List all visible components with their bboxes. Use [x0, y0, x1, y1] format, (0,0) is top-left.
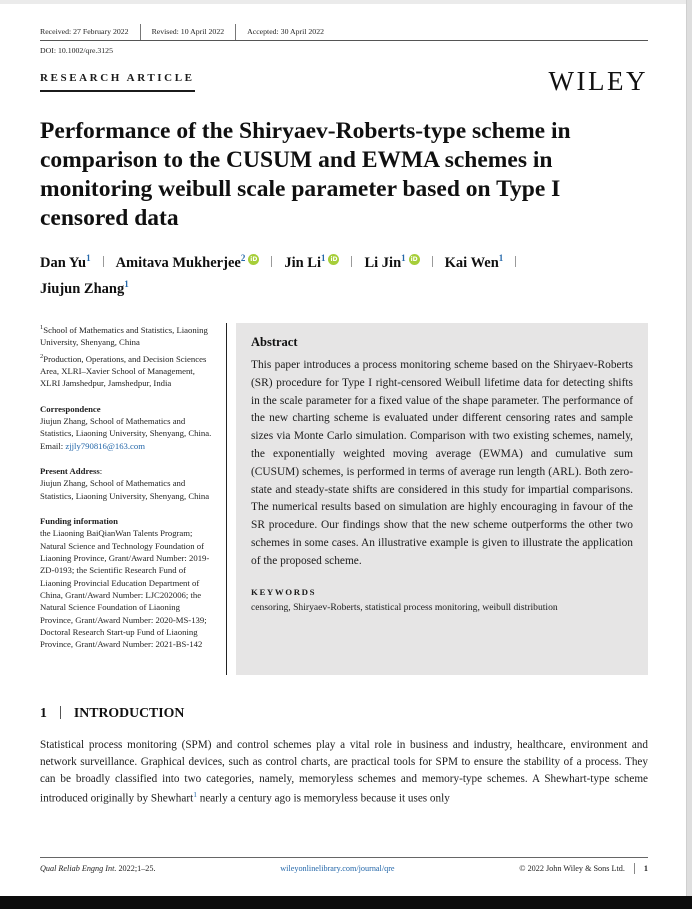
present-address-label-line [40, 465, 214, 477]
revised-date: Revised: 10 April 2022 [140, 24, 236, 40]
abstract-label: Abstract [251, 335, 298, 350]
orcid-icon[interactable]: iD [250, 255, 258, 263]
author-name: Dan Yu [40, 254, 87, 271]
correspondence-text: Jiujun Zhang, School of Mathematics and Statistics, Liaoning University, Shenyang, China. [40, 415, 212, 439]
affiliation-2 [40, 352, 214, 390]
author-name: Jiujun Zhang [40, 281, 125, 298]
journal-abbrev: Qual Reliab Engng Int. [40, 864, 117, 873]
page-edge-top [0, 0, 692, 4]
author [284, 252, 339, 271]
affiliation-1 [40, 323, 214, 349]
author [444, 252, 504, 271]
email-label: Email: [40, 440, 66, 451]
correspondence-label: Correspondence [40, 403, 101, 414]
article-type-label: RESEARCH ARTICLE [40, 72, 195, 92]
author [115, 252, 260, 271]
footer-row [40, 863, 648, 874]
present-address-text: Jiujun Zhang, School of Mathematics and Statistics, Liaoning University, Shenyang, China [40, 478, 210, 501]
author [40, 252, 91, 271]
received-date: Received: 27 February 2022 [40, 27, 129, 36]
correspondence-block [40, 403, 214, 452]
doi: DOI: 10.1002/qre.3125 [40, 46, 113, 55]
author-affil-sup: 2 [240, 252, 246, 263]
present-address-label: Present Address [40, 466, 100, 476]
copyright-notice: © 2022 John Wiley & Sons Ltd. [519, 864, 625, 873]
author-name: Kai Wen [444, 254, 499, 271]
two-column-area [40, 323, 648, 674]
abstract-box [236, 323, 648, 674]
affiliation-sup: 2 [40, 352, 44, 360]
present-address-block [40, 465, 214, 502]
type-row [40, 66, 648, 97]
orcid-icon[interactable]: iD [330, 255, 338, 263]
intro-text: Statistical process monitoring (SPM) and control schemes play a vital role in business and industry, healthcare, environment and network surveillance. Graphical devices, such as control charts, are practical tools for SPM to ensure the stability of a process. They can be broadly classified into two categories, namely, memoryless schemes and memory-type schemes. A Shewhart-type scheme introduced originally by Shewhart [40, 738, 648, 805]
footer-separator [634, 863, 635, 874]
author-separator [351, 256, 352, 267]
footer-journal-citation [40, 864, 156, 873]
author-name: Amitava Mukherjee [115, 254, 241, 271]
keywords-text: censoring, Shiryaev-Roberts, statistical process monitoring, weibull distribution [251, 601, 558, 613]
journal-citation-pages: 2022;1–25. [116, 864, 156, 873]
author [40, 281, 129, 297]
affiliation-text: School of Mathematics and Statistics, Liaoning University, Shenyang, China [40, 325, 208, 348]
author [364, 252, 419, 271]
author-name: Jin Li [284, 254, 321, 271]
author-separator [271, 256, 272, 267]
author-affil-sup: 1 [401, 252, 406, 263]
section-heading-separator [60, 706, 61, 719]
author-affil-sup: 1 [86, 252, 91, 263]
section-title: INTRODUCTION [73, 704, 185, 720]
page-title: Performance of the Shiryaev-Roberts-type scheme in comparison to the CUSUM and EWMA schemes in monitoring weibull scale parameter based on Type I censored data [40, 118, 571, 232]
footer-right-group [519, 863, 648, 874]
present-address-colon: : [99, 466, 103, 476]
accepted-date: Accepted: 30 April 2022 [235, 24, 335, 40]
affiliation-text: Production, Operations, and Decision Sciences Area, XLRI–Xavier School of Management, XLRI Jamshedpur, Jamshedpur, India [40, 353, 207, 389]
author-separator [432, 256, 433, 267]
author-separator [515, 256, 516, 267]
funding-text: the Liaoning BaiQianWan Talents Program; Natural Science and Technology Foundation of Liaoning Province, Grant/Award Number: 2019-ZD-0193; the Scientific Research Fund of Liaoning Provincial Education Department of China, Grant/Award Number: LJC202006; the Natural Science Foundation of Liaoning Province, Grant/Award Number: 2020-MS-139; Doctoral Research Start-up Fund of Liaoning Province, Grant/Award Number: 2021-BS-142 [40, 528, 210, 650]
affiliation-sup: 1 [40, 324, 44, 332]
article-sidebar [40, 323, 227, 674]
author-separator [103, 256, 104, 267]
author-affil-sup: 1 [124, 279, 129, 290]
orcid-icon[interactable]: iD [410, 255, 418, 263]
abstract-text: This paper introduces a process monitoring scheme based on the Shiryaev-Roberts (SR) procedure for Type I right-censored Weibull lifetime data for detecting shifts in the scale parameter for a fixed value of the shape parameter. The performance of the new charting scheme is evaluated under different censoring rates and sample sizes via Monte Carlo simulation. Comparison with two existing schemes, namely, the exponentially weighted moving average (EWMA) and cumulative sum (CUSUM) schemes, is performed in terms of average run length (ARL). Both zero-state and steady-state shifts are considered in this study for impartial comparisons. The numerical results based on simulation are highly encouraging in favour of the SR procedure. Our findings show that the new scheme outperforms the other two schemes in some cases. An illustrative example is given to illustrate the application of the proposed scheme. [251, 359, 633, 567]
journal-website-link[interactable]: wileyonlinelibrary.com/journal/qre [280, 864, 395, 873]
keywords-label: KEYWORDS [251, 586, 317, 597]
page-edge-right [686, 0, 692, 909]
correspondence-email-line [40, 440, 214, 452]
section-heading-introduction [40, 705, 648, 721]
dates-bar [40, 24, 648, 41]
author-affil-sup: 1 [320, 252, 326, 263]
author-affil-sup: 1 [498, 252, 504, 263]
author-name: Li Jin [364, 254, 402, 271]
page-content [40, 24, 648, 808]
introduction-paragraph [40, 737, 648, 808]
email-link[interactable]: zjjly790816@163.com [65, 440, 146, 451]
section-number: 1 [40, 704, 47, 720]
page-number: 1 [643, 864, 648, 873]
reference-link[interactable]: 1 [193, 789, 197, 799]
page-footer [40, 857, 648, 874]
funding-block [40, 515, 214, 651]
intro-text-continued: nearly a century ago is memoryless because it uses only [196, 792, 450, 805]
author-list [40, 250, 662, 304]
wiley-logo: WILEY [548, 66, 648, 96]
funding-label: Funding information [40, 516, 118, 527]
page-edge-bottom [0, 896, 692, 909]
